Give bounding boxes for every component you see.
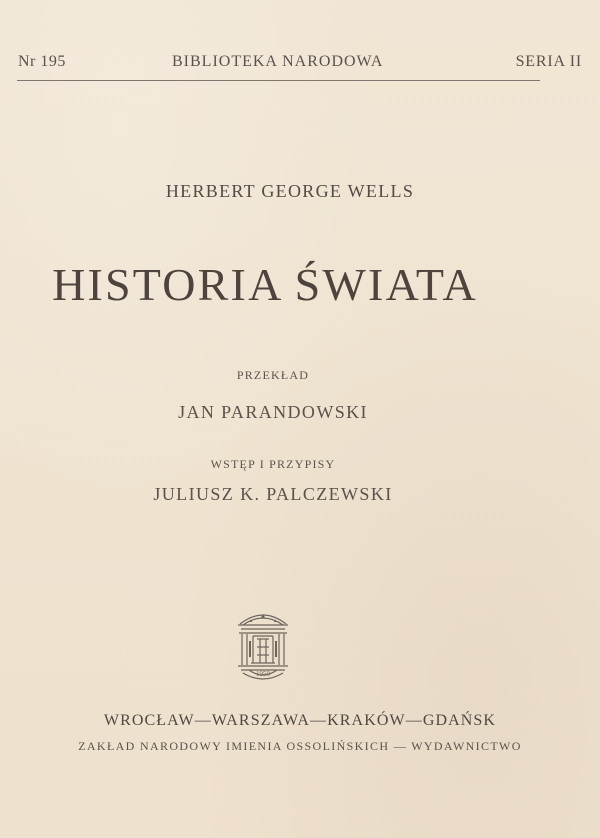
emblem-year: 1950: [256, 670, 270, 678]
building-emblem-icon: [231, 603, 295, 685]
page-header: [18, 53, 582, 79]
header-divider: [17, 80, 540, 81]
editor-name: JULIUSZ K. PALCZEWSKI: [153, 484, 393, 504]
intro-label: WSTĘP I PRZYPISY: [210, 457, 336, 471]
publisher-name: ZAKŁAD NARODOWY IMIENIA OSSOLIŃSKICH — WYDAWNICTWO: [78, 739, 522, 753]
author-name: HERBERT GEORGE WELLS: [165, 181, 415, 201]
translation-label: PRZEKŁAD: [236, 368, 310, 382]
series-number: Nr 195: [18, 53, 66, 70]
book-title: HISTORIA ŚWIATA: [52, 259, 478, 310]
building-emblem-svg: [231, 603, 295, 685]
series-name: BIBLIOTEKA NARODOWA: [172, 53, 384, 70]
series-label: SERIA II: [515, 53, 582, 70]
translator-name: JAN PARANDOWSKI: [178, 402, 368, 422]
publication-cities: WROCŁAW—WARSZAWA—KRAKÓW—GDAŃSK: [103, 712, 497, 729]
